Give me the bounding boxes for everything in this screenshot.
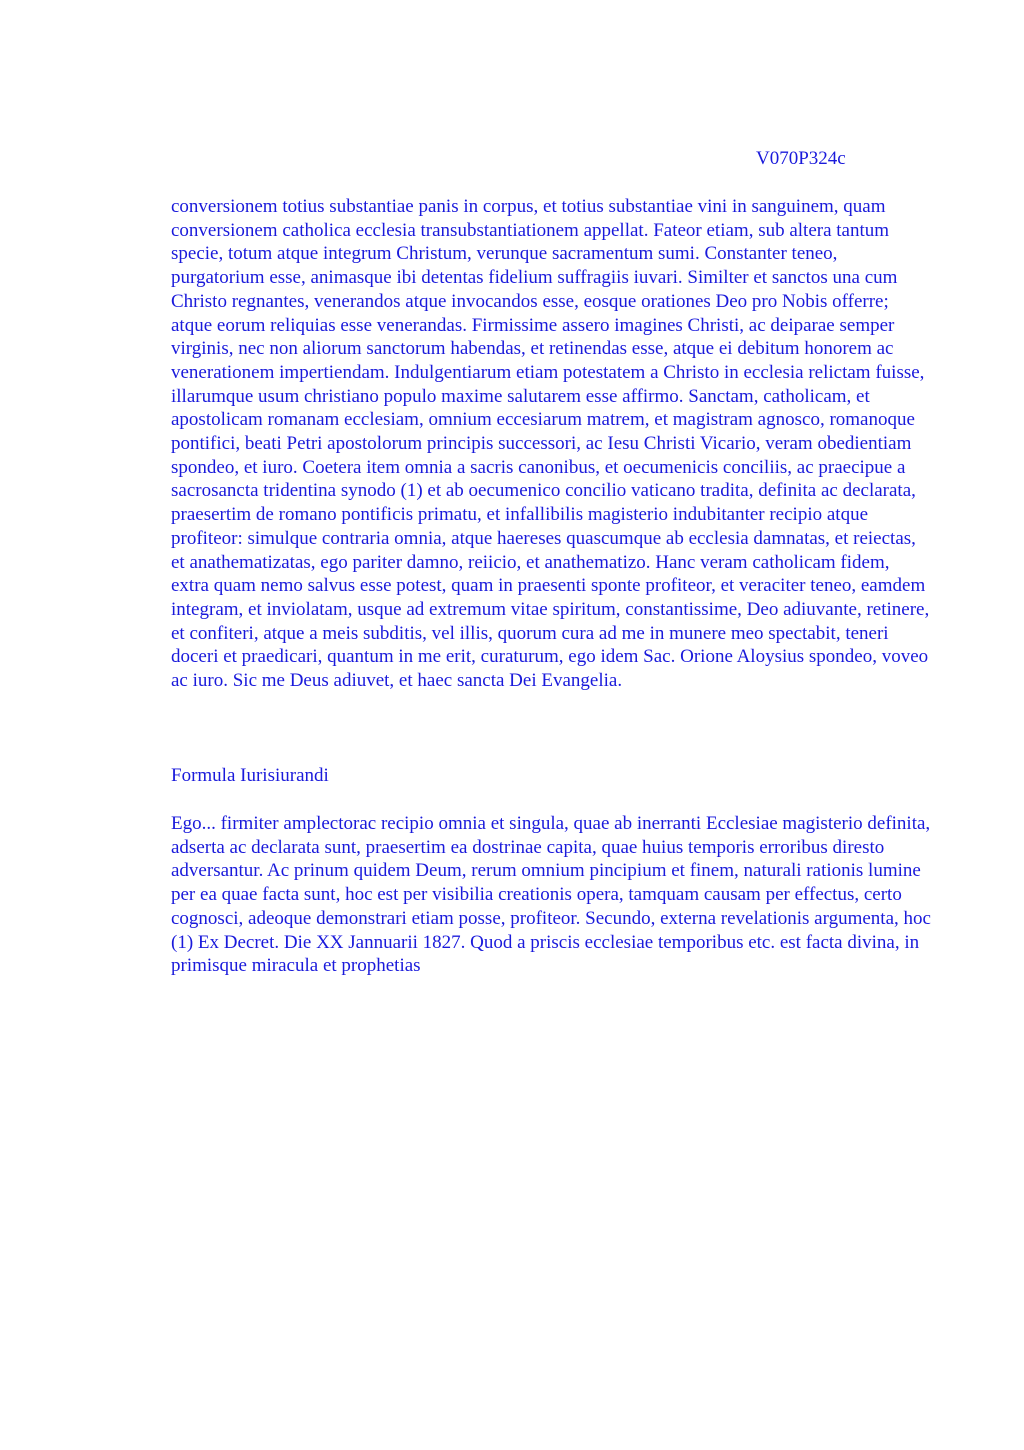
body-paragraph-2: Ego... firmiter amplectorac recipio omnia et singula, quae ab inerranti Ecclesiae magisterio definita, adserta ac declarata sunt, praesertim ea dostrinae capita, quae huius temporis erroribus diresto adversantur. Ac prinum quidem Deum, rerum omnium pincipium et finem, naturali rationis lumine per ea quae facta sunt, hoc est per visibilia creationis opera, tamquam causam per effectus, certo cognosci, adeoque demonstrari etiam posse, profiteor. Secundo, externa revelationis argumenta, hoc (1) Ex Decret. Die XX Jannuarii 1827. Quod a priscis ecclesiae temporibus etc. est facta divina, in primisque miracula et prophetias — [171, 813, 931, 977]
reference-code: V070P324c — [756, 148, 846, 169]
body-paragraph-1: conversionem totius substantiae panis in corpus, et totius substantiae vini in sanguinem, quam conversionem catholica ecclesia transubstantiationem appellat. Fateor etiam, sub altera tantum specie, totum atque integrum Christum, verunque sacramentum sumi. Constanter teneo, purgatorium esse, animasque ibi detentas fidelium suffragiis iuvari. Similter et sanctos una cum Christo regnantes, venerandos atque invocandos esse, eosque orationes Deo pro Nobis offerre; atque eorum reliquias esse venerandas. Firmissime assero imagines Christi, ac deiparae semper virginis, nec non aliorum sanctorum habendas, et retinendas esse, atque ei debitum honorem ac venerationem impertiendam. Indulgentiarum etiam potestatem a Christo in ecclesia relictam fuisse, illarumque usum christiano populo maxime salutarem esse affirmo. Sanctam, catholicam, et apostolicam romanam ecclesiam, omnium eccesiarum matrem, et magistram agnosco, romanoque pontifici, beati Petri apostolorum principis successori, ac Iesu Christi Vicario, veram obedientiam spondeo, et iuro. Coetera item omnia a sacris canonibus, et oecumenicis conciliis, ac praecipue a sacrosancta tridentina synodo (1) et ab oecumenico concilio vaticano tradita, definita ac declarata, praesertim de romano pontificis primatu, et infallibilis magisterio indubitanter recipio atque profiteor: simulque contraria omnia, atque haereses quascumque ab ecclesia damnatas, et reiectas, et anathematizatas, ego pariter damno, reiicio, et anathematizo. Hanc veram catholicam fidem, extra quam nemo salvus esse potest, quam in praesenti sponte profiteor, et veraciter teneo, eamdem integram, et inviolatam, usque ad extremum vitae spiritum, constantissime, Deo adiuvante, retinere, et confiteri, atque a meis subditis, vel illis, quorum cura ad me in munere meo spectabit, teneri doceri et praedicari, quantum in me erit, curaturum, ego idem Sac. Orione Aloysius spondeo, voveo ac iuro. Sic me Deus adiuvet, et haec sancta Dei Evangelia. — [171, 196, 930, 692]
section-heading: Formula Iurisiurandi — [171, 765, 329, 786]
